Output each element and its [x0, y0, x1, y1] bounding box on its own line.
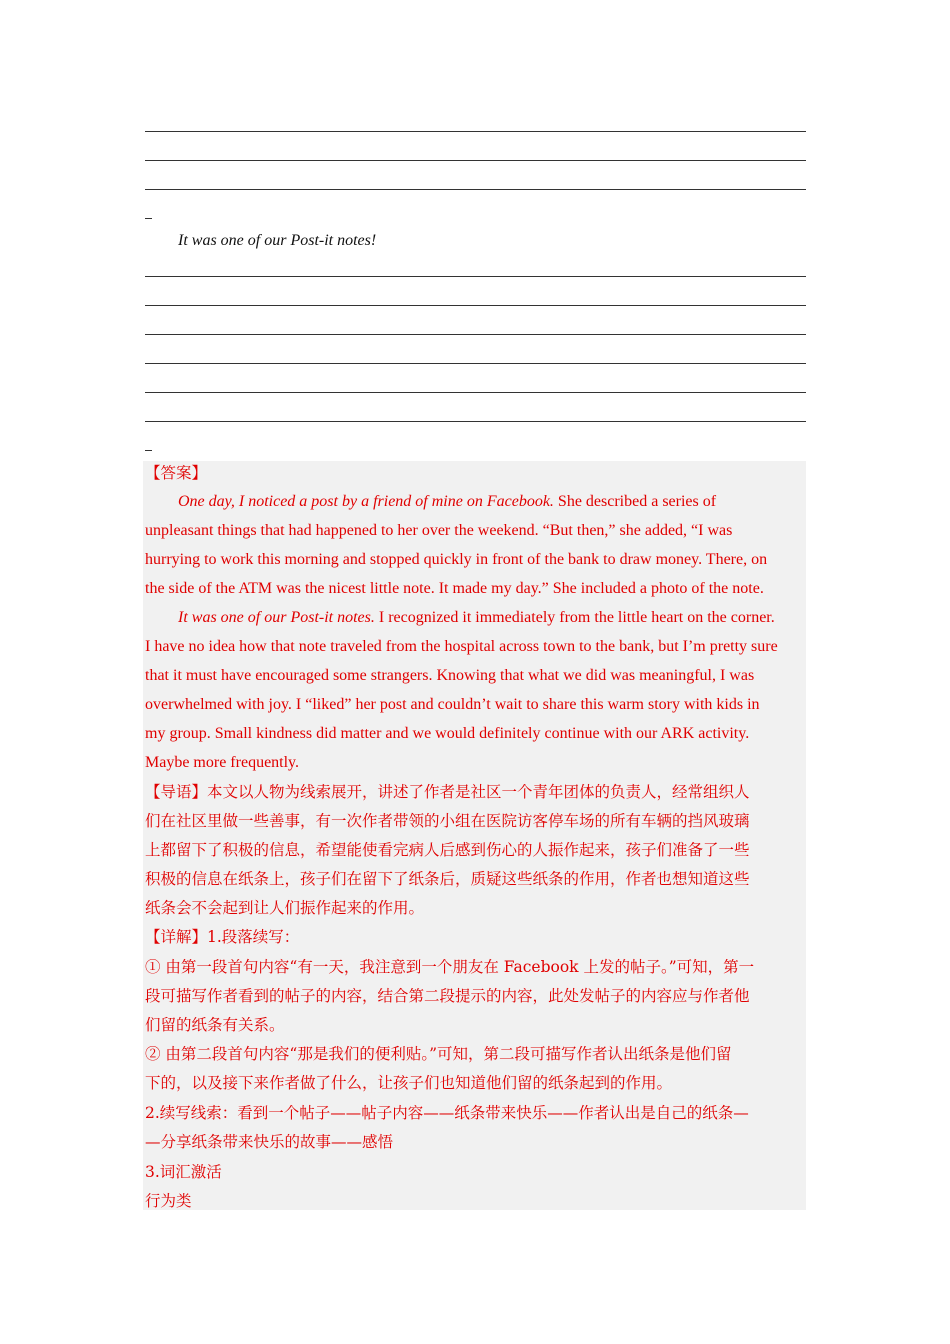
detail-line: 2.续写线索：看到一个帖子——帖子内容——纸条带来快乐——作者认出是自己的纸条— — [145, 1104, 749, 1122]
writing-line — [145, 189, 806, 190]
answer-para1-line: unpleasant things that had happened to her over the weekend. “But then,” she added, “I was — [145, 522, 733, 539]
writing-line — [145, 131, 806, 132]
guide-line: 们在社区里做一些善事，有一次作者带领的小组在医院访客停车场的所有车辆的挡风玻璃 — [145, 812, 750, 830]
answer-para1-line — [178, 492, 716, 512]
answer-para1-line: hurrying to work this morning and stopped quickly in front of the bank to draw money. There, on — [145, 551, 768, 568]
writing-tail-mark — [145, 450, 152, 451]
answer-para2-line: Maybe more frequently. — [145, 754, 300, 771]
guide-line: 上都留下了积极的信息，希望能使看完病人后感到伤心的人振作起来，孩子们准备了一些 — [145, 841, 750, 859]
answer-para2-line: I have no idea how that note traveled from the hospital across town to the bank, but I’m pretty sure — [145, 638, 778, 655]
guide-line: 纸条会不会起到让人们振作起来的作用。 — [145, 899, 425, 917]
guide-line: 【导语】本文以人物为线索展开，讲述了作者是社区一个青年团体的负责人，经常组织人 — [145, 783, 750, 801]
answer-para1-rest: She described a series of — [553, 493, 717, 510]
detail-line: ① 由第一段首句内容“有一天，我注意到一个朋友在 Facebook 上发的帖子。”可知，第一 — [145, 958, 755, 976]
writing-line — [145, 392, 806, 393]
answer-header: 【答案】 — [145, 464, 208, 482]
paragraph-prompt: It was one of our Post-it notes! — [178, 232, 377, 249]
writing-tail-mark — [145, 218, 152, 219]
answer-para2-line: my group. Small kindness did matter and we would definitely continue with our ARK activity. — [145, 725, 750, 742]
writing-line — [145, 276, 806, 277]
answer-box — [143, 461, 806, 1210]
writing-line — [145, 160, 806, 161]
answer-para2-lead: It was one of our Post-it notes. — [178, 609, 375, 626]
detail-line: 行为类 — [145, 1192, 192, 1210]
writing-line — [145, 305, 806, 306]
answer-para2-line: overwhelmed with joy. I “liked” her post and couldn’t wait to share this warm story with kids in — [145, 696, 760, 713]
writing-line — [145, 334, 806, 335]
answer-para1-lead: One day, I noticed a post by a friend of mine on Facebook. — [178, 493, 554, 510]
detail-line: 下的，以及接下来作者做了什么，让孩子们也知道他们留的纸条起到的作用。 — [145, 1074, 673, 1092]
guide-line: 积极的信息在纸条上，孩子们在留下了纸条后，质疑这些纸条的作用，作者也想知道这些 — [145, 870, 750, 888]
answer-para2-line: that it must have encouraged some strangers. Knowing that what we did was meaningful, I was — [145, 667, 755, 684]
detail-line: —分享纸条带来快乐的故事——感悟 — [145, 1133, 394, 1151]
detail-line: ② 由第二段首句内容“那是我们的便利贴。”可知，第二段可描写作者认出纸条是他们留 — [145, 1045, 732, 1063]
writing-line — [145, 363, 806, 364]
detail-line: 们留的纸条有关系。 — [145, 1016, 285, 1034]
detail-line: 段可描写作者看到的帖子的内容，结合第二段提示的内容，此处发帖子的内容应与作者他 — [145, 987, 750, 1005]
answer-para2-rest: I recognized it immediately from the little heart on the corner. — [374, 609, 775, 626]
detail-line: 3.词汇激活 — [145, 1163, 222, 1181]
answer-para1-line: the side of the ATM was the nicest little note. It made my day.” She included a photo of the note. — [145, 580, 764, 597]
answer-para2-line — [178, 608, 775, 628]
writing-line — [145, 421, 806, 422]
detail-line: 【详解】1.段落续写： — [145, 928, 300, 946]
